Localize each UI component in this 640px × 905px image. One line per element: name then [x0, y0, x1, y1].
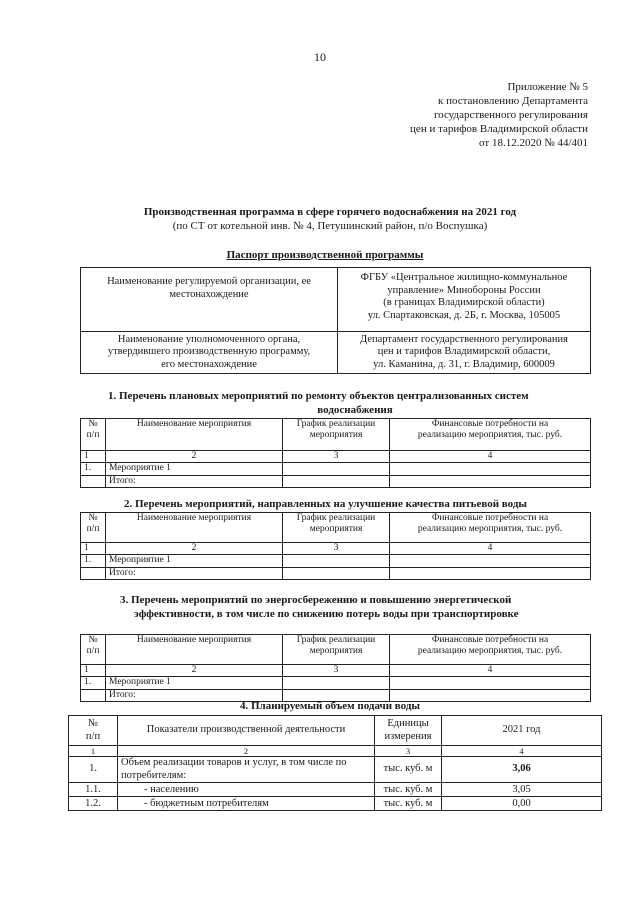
header-num: № п/п	[69, 716, 118, 746]
header-indicator: Показатели производственной деятельности	[118, 716, 375, 746]
header-schedule: График реализации мероприятия	[283, 635, 390, 665]
table-row	[81, 268, 591, 332]
header-schedule: График реализации мероприятия	[283, 419, 390, 451]
document-subtitle: (по СТ от котельной инв. № 4, Петушинский район, п/о Воспушка)	[172, 220, 488, 232]
passport-label: Наименование уполномоченного органа, утвердившего производственную программу, его местонахождение	[81, 332, 338, 374]
col-number: 1	[81, 665, 106, 677]
col-number: 3	[283, 451, 390, 463]
row-num: 1.1.	[69, 783, 118, 797]
header-year: 2021 год	[442, 716, 602, 746]
table-row	[81, 451, 591, 463]
section4-heading: 4. Планируемый объем подачи воды	[240, 700, 420, 712]
row-num: 1.	[69, 757, 118, 783]
col-number: 1	[81, 543, 106, 555]
table-row	[69, 716, 602, 746]
section2-table	[80, 512, 591, 580]
passport-value: ФГБУ «Центральное жилищно-коммунальное управление» Минобороны России (в границах Владимирской области) ул. Спартаковская, д. 2Б, г. Москва, 105005	[338, 268, 591, 332]
row-indicator: - населению	[118, 783, 375, 797]
appendix-line: Приложение № 5	[507, 81, 588, 93]
table-row	[81, 677, 591, 689]
col-number: 2	[106, 451, 283, 463]
total-label: Итого:	[106, 689, 283, 701]
row-name: Мероприятие 1	[106, 463, 283, 475]
col-number: 3	[283, 665, 390, 677]
col-number: 1	[69, 746, 118, 757]
appendix-block	[328, 80, 588, 150]
row-num: 1.	[81, 555, 106, 567]
header-unit: Единицы измерения	[375, 716, 442, 746]
header-finance: Финансовые потребности на реализацию мероприятия, тыс. руб.	[390, 419, 591, 451]
section1-table	[80, 418, 591, 488]
section1-heading: 1. Перечень плановых мероприятий по ремонту объектов централизованных систем	[108, 390, 529, 402]
section3-heading: 3. Перечень мероприятий по энергосбережению и повышению энергетической	[120, 594, 512, 606]
row-finance	[390, 567, 591, 579]
table-row	[81, 567, 591, 579]
row-value: 3,06	[442, 757, 602, 783]
row-num	[81, 689, 106, 701]
row-num: 1.	[81, 463, 106, 475]
row-indicator: Объем реализации товаров и услуг, в том числе по потребителям:	[118, 757, 375, 783]
table-row	[69, 746, 602, 757]
section4-table	[68, 715, 602, 811]
passport-heading: Паспорт производственной программы	[226, 249, 424, 261]
table-row	[69, 757, 602, 783]
section1-heading-cont: водоснабжения	[317, 404, 393, 416]
col-number: 4	[442, 746, 602, 757]
table-row	[81, 463, 591, 475]
header-num: № п/п	[81, 419, 106, 451]
row-finance	[390, 475, 591, 487]
col-number: 3	[283, 543, 390, 555]
col-number: 2	[106, 543, 283, 555]
passport-table	[80, 267, 591, 374]
table-row	[81, 419, 591, 451]
table-row	[81, 543, 591, 555]
header-finance: Финансовые потребности на реализацию мероприятия, тыс. руб.	[390, 635, 591, 665]
appendix-line: к постановлению Департамента	[437, 95, 588, 107]
passport-value: Департамент государственного регулирования цен и тарифов Владимирской области, ул. Каманина, д. 31, г. Владимир, 600009	[338, 332, 591, 374]
header-name: Наименование мероприятия	[106, 419, 283, 451]
row-value: 0,00	[442, 797, 602, 811]
table-row	[81, 332, 591, 374]
row-num	[81, 475, 106, 487]
appendix-line: государственного регулирования	[433, 109, 588, 121]
row-name: Мероприятие 1	[106, 555, 283, 567]
table-row	[81, 555, 591, 567]
appendix-line: от 18.12.2020 № 44/401	[479, 137, 588, 149]
table-row	[81, 665, 591, 677]
row-schedule	[283, 677, 390, 689]
table-row	[81, 635, 591, 665]
section3-heading-cont: эффективности, в том числе по снижению потерь воды при транспортировке	[134, 608, 519, 620]
row-schedule	[283, 555, 390, 567]
section3-table	[80, 634, 591, 702]
header-name: Наименование мероприятия	[106, 635, 283, 665]
total-label: Итого:	[106, 475, 283, 487]
row-finance	[390, 555, 591, 567]
header-finance: Финансовые потребности на реализацию мероприятия, тыс. руб.	[390, 513, 591, 543]
row-schedule	[283, 475, 390, 487]
document-title: Производственная программа в сфере горячего водоснабжения на 2021 год	[143, 206, 517, 218]
row-unit: тыс. куб. м	[375, 783, 442, 797]
row-num	[81, 567, 106, 579]
row-name: Мероприятие 1	[106, 677, 283, 689]
header-num: № п/п	[81, 635, 106, 665]
section2-heading: 2. Перечень мероприятий, направленных на улучшение качества питьевой воды	[124, 498, 528, 510]
row-num: 1.	[81, 677, 106, 689]
col-number: 2	[118, 746, 375, 757]
row-schedule	[283, 567, 390, 579]
col-number: 3	[375, 746, 442, 757]
table-row	[69, 783, 602, 797]
table-row	[69, 797, 602, 811]
row-value: 3,05	[442, 783, 602, 797]
row-finance	[390, 677, 591, 689]
header-name: Наименование мероприятия	[106, 513, 283, 543]
total-label: Итого:	[106, 567, 283, 579]
table-row	[81, 513, 591, 543]
row-schedule	[283, 463, 390, 475]
passport-label: Наименование регулируемой организации, ее местонахождение	[81, 268, 338, 332]
row-unit: тыс. куб. м	[375, 757, 442, 783]
page-number: 10	[314, 50, 326, 64]
col-number: 4	[390, 665, 591, 677]
row-indicator: - бюджетным потребителям	[118, 797, 375, 811]
header-num: № п/п	[81, 513, 106, 543]
col-number: 4	[390, 451, 591, 463]
table-row	[81, 475, 591, 487]
col-number: 4	[390, 543, 591, 555]
header-schedule: График реализации мероприятия	[283, 513, 390, 543]
col-number: 1	[81, 451, 106, 463]
row-finance	[390, 463, 591, 475]
appendix-line: цен и тарифов Владимирской области	[410, 123, 588, 135]
row-unit: тыс. куб. м	[375, 797, 442, 811]
col-number: 2	[106, 665, 283, 677]
row-num: 1.2.	[69, 797, 118, 811]
